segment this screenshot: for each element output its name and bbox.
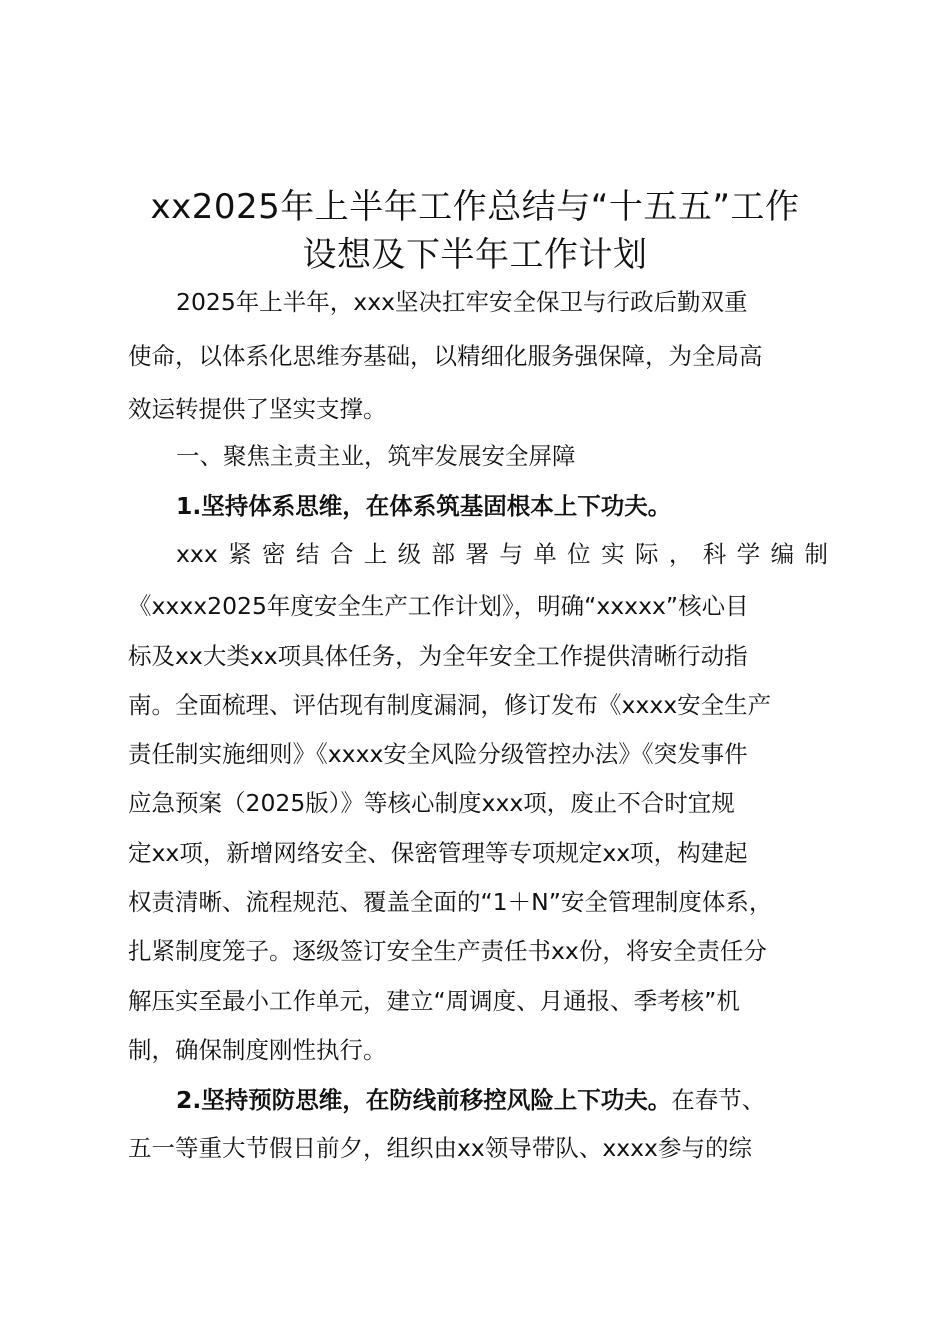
paragraph-1-line-4: 南。全面梳理、评估现有制度漏洞，修订发布《xxxx安全生产 bbox=[128, 691, 772, 719]
paragraph-1-line-9: 扎紧制度笼子。逐级签订安全生产责任书xx份，将安全责任分 bbox=[128, 937, 767, 965]
paragraph-2-line-1-tail: 在春节、 bbox=[671, 1086, 766, 1114]
paragraph-1-line-2: 《xxxx2025年度安全生产工作计划》，明确“xxxxx”核心目 bbox=[128, 592, 749, 620]
paragraph-1-line-1: xxx紧密结合上级部署与单位实际，科学编制 bbox=[176, 540, 828, 568]
document-title-line-1: xx2025年上半年工作总结与“十五五”工作 bbox=[150, 187, 800, 227]
paragraph-1-line-5: 责任制实施细则》《xxxx安全风险分级管控办法》《突发事件 bbox=[128, 740, 748, 768]
paragraph-1-line-7: 定xx项，新增网络安全、保密管理等专项规定xx项，构建起 bbox=[128, 839, 748, 867]
paragraph-1-line-10: 解压实至最小工作单元，建立“周调度、月通报、季考核”机 bbox=[128, 987, 740, 1015]
intro-line-1: 2025年上半年，xxx坚决扛牢安全保卫与行政后勤双重 bbox=[176, 288, 748, 316]
paragraph-2-line-2: 五一等重大节假日前夕，组织由xx领导带队、xxxx参与的综 bbox=[128, 1134, 752, 1162]
paragraph-1-line-11: 制，确保制度刚性执行。 bbox=[128, 1036, 387, 1064]
section-heading: 一、聚焦主责主业，筑牢发展安全屏障 bbox=[176, 442, 576, 470]
subheading-1: 1.坚持体系思维，在体系筑基固根本上下功夫。 bbox=[176, 492, 672, 520]
paragraph-1-line-6: 应急预案（2025版）》等核心制度xxx项，废止不合时宜规 bbox=[128, 789, 735, 817]
intro-line-2: 使命，以体系化思维夯基础，以精细化服务强保障，为全局高 bbox=[128, 342, 763, 370]
document-title-line-2: 设想及下半年工作计划 bbox=[302, 235, 648, 275]
paragraph-1-line-3: 标及xx大类xx项具体任务，为全年安全工作提供清晰行动指 bbox=[128, 642, 748, 670]
subheading-2: 2.坚持预防思维，在防线前移控风险上下功夫。 bbox=[176, 1086, 672, 1114]
intro-line-3: 效运转提供了坚实支撑。 bbox=[128, 395, 387, 423]
paragraph-1-line-8: 权责清晰、流程规范、覆盖全面的“1＋N”安全管理制度体系， bbox=[128, 888, 773, 916]
paragraph-2-line-1 bbox=[176, 1084, 765, 1116]
